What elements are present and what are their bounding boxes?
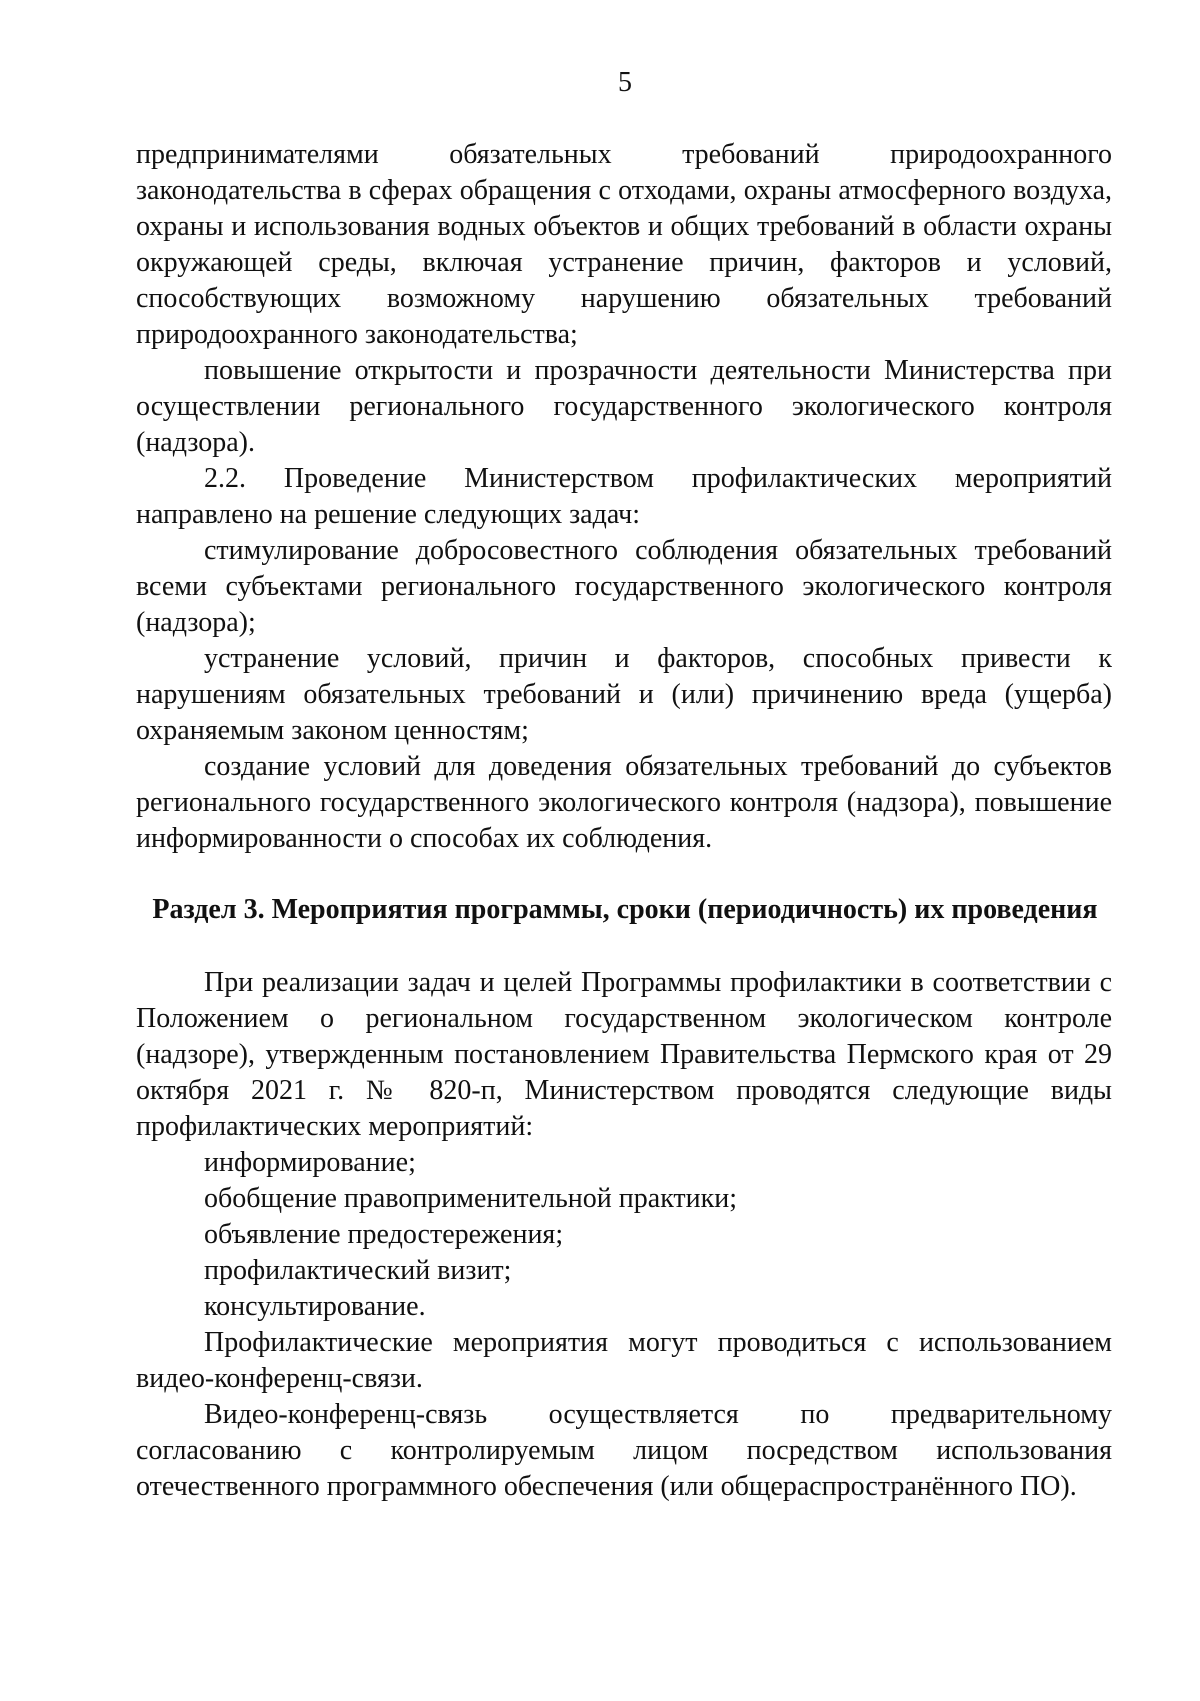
section-3-intro: При реализации задач и целей Программы профилактики в соответствии с Положением о региональном государственном экологическом контроле (надзоре), утвержденным постановлением Правительства Пермского края от 29 октября 2021 г. № 820-п, Министерством проводятся следующие виды профилактических мероприятий: — [136, 967, 1112, 1142]
list-item: профилактический визит; — [204, 1255, 512, 1286]
paragraph-task-elimination: устранение условий, причин и факторов, способных привести к нарушениям обязательных требований и (или) причинению вреда (ущерба) охраняемым законом ценностям; — [136, 643, 1112, 746]
paragraph-video-conference-software: Видео-конференц-связь осуществляется по предварительному согласованию с контролируемым лицом посредством использования отечественного программного обеспечения (или общераспространённого ПО). — [136, 1399, 1112, 1502]
list-item: консультирование. — [204, 1291, 426, 1322]
paragraph-video-conference: Профилактические мероприятия могут проводиться с использованием видео-конференц-связи. — [136, 1327, 1112, 1394]
paragraph-openness: повышение открытости и прозрачности деятельности Министерства при осуществлении регионального государственного экологического контроля (надзора). — [136, 355, 1112, 458]
top-text-block — [136, 137, 1112, 857]
page-number: 5 — [618, 67, 632, 98]
paragraph-task-stimulation: стимулирование добросовестного соблюдения обязательных требований всеми субъектами регионального государственного экологического контроля (надзора); — [136, 535, 1112, 638]
section-3-text-block — [136, 965, 1112, 1505]
paragraph-2-2: 2.2. Проведение Министерством профилактических мероприятий направлено на решение следующих задач: — [136, 463, 1112, 530]
section-3-heading: Раздел 3. Мероприятия программы, сроки (периодичность) их проведения — [152, 894, 1098, 925]
paragraph-continuation: предпринимателями обязательных требований природоохранного законодательства в сферах обращения с отходами, охраны атмосферного воздуха, охраны и использования водных объектов и общих требований в области охраны окружающей среды, включая устранение причин, факторов и условий, способствующих возможному нарушению обязательных требований природоохранного законодательства; — [136, 139, 1112, 350]
list-item: информирование; — [204, 1147, 416, 1178]
list-item: объявление предостережения; — [204, 1219, 564, 1250]
list-item: обобщение правоприменительной практики; — [204, 1183, 738, 1214]
paragraph-task-conditions: создание условий для доведения обязательных требований до субъектов регионального государственного экологического контроля (надзора), повышение информированности о способах их соблюдения. — [136, 751, 1112, 854]
